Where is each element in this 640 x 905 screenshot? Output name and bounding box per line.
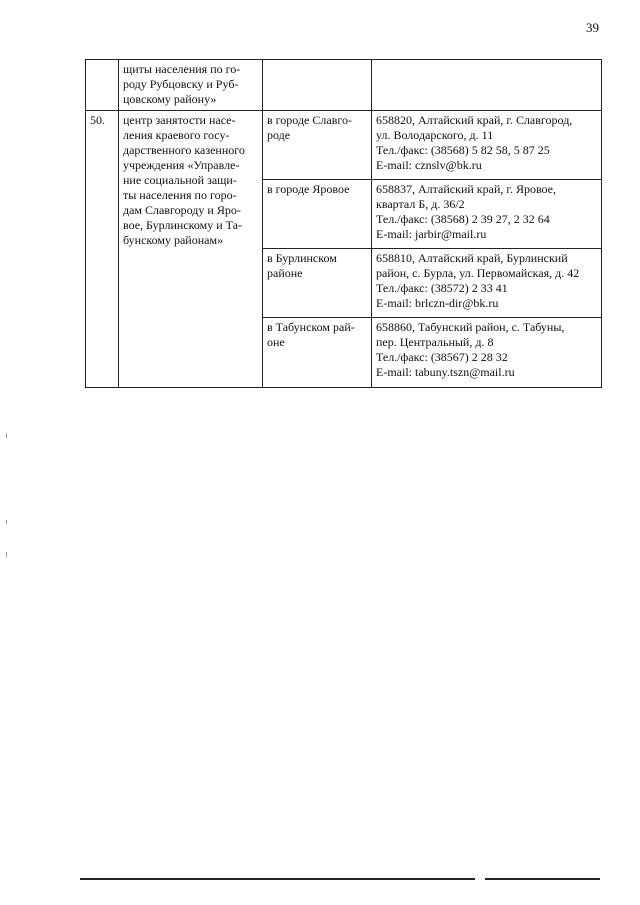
text-line: цовскому району» bbox=[123, 92, 217, 106]
text-line: роде bbox=[267, 128, 291, 142]
text-line: вое, Бурлинскому и Та- bbox=[123, 218, 243, 232]
text-line: в Бурлинском bbox=[267, 251, 337, 265]
text-line: район, с. Бурла, ул. Первомайская, д. 42 bbox=[376, 266, 580, 280]
text-line: оне bbox=[267, 335, 285, 349]
text-line: в Табунском рай- bbox=[267, 320, 355, 334]
text-line: центр занятости насе- bbox=[123, 113, 236, 127]
table-row-continuation bbox=[86, 60, 602, 111]
text-line: дарственного казенного bbox=[123, 143, 245, 157]
cell-location bbox=[263, 249, 372, 318]
text-line: районе bbox=[267, 266, 303, 280]
cell-address bbox=[372, 180, 602, 249]
cell-location-empty bbox=[263, 60, 372, 111]
cell-address-empty bbox=[372, 60, 602, 111]
cell-location bbox=[263, 180, 372, 249]
text-line: E-mail: jarbir@mail.ru bbox=[376, 227, 487, 241]
footer-rule bbox=[80, 878, 475, 880]
scan-mark bbox=[6, 520, 7, 524]
text-line: Тел./факс: (38568) 5 82 58, 5 87 25 bbox=[376, 143, 550, 157]
text-line: роду Рубцовску и Руб- bbox=[123, 77, 239, 91]
scan-mark bbox=[6, 433, 7, 438]
text-line: дам Славгороду и Яро- bbox=[123, 203, 241, 217]
cell-address bbox=[372, 249, 602, 318]
page-number: 39 bbox=[586, 20, 599, 35]
text-line: Тел./факс: (38572) 2 33 41 bbox=[376, 281, 508, 295]
cell-number-empty bbox=[86, 60, 119, 111]
text-line: ты населения по горо- bbox=[123, 188, 237, 202]
text-line: ние социальной защи- bbox=[123, 173, 237, 187]
cell-address bbox=[372, 318, 602, 388]
text-line: 658837, Алтайский край, г. Яровое, bbox=[376, 182, 556, 196]
text-line: пер. Центральный, д. 8 bbox=[376, 335, 494, 349]
text-line: бунскому районам» bbox=[123, 233, 224, 247]
text-line: ления краевого госу- bbox=[123, 128, 230, 142]
text-line: 658820, Алтайский край, г. Славгород, bbox=[376, 113, 573, 127]
text-line: E-mail: tabuny.tszn@mail.ru bbox=[376, 365, 515, 379]
text-line: ул. Володарского, д. 11 bbox=[376, 128, 494, 142]
text-line: щиты населения по го- bbox=[123, 62, 241, 76]
cell-organization bbox=[119, 111, 263, 388]
text-line: в городе Славго- bbox=[267, 113, 352, 127]
cell-organization bbox=[119, 60, 263, 111]
text-line: 658810, Алтайский край, Бурлинский bbox=[376, 251, 568, 265]
text-line: E-mail: cznslv@bk.ru bbox=[376, 158, 482, 172]
text-line: в городе Яровое bbox=[267, 182, 350, 196]
scan-mark bbox=[6, 552, 7, 557]
cell-row-number: 50. bbox=[86, 111, 119, 388]
text-line: учреждения «Управле- bbox=[123, 158, 240, 172]
text-line: E-mail: brlczn-dir@bk.ru bbox=[376, 296, 499, 310]
text-line: квартал Б, д. 36/2 bbox=[376, 197, 465, 211]
cell-address bbox=[372, 111, 602, 180]
text-line: 658860, Табунский район, с. Табуны, bbox=[376, 320, 565, 334]
text-line: Тел./факс: (38568) 2 39 27, 2 32 64 bbox=[376, 212, 550, 226]
cell-location bbox=[263, 111, 372, 180]
footer-rule bbox=[485, 878, 600, 880]
text-line: Тел./факс: (38567) 2 28 32 bbox=[376, 350, 508, 364]
table-row bbox=[86, 111, 602, 180]
cell-location bbox=[263, 318, 372, 388]
agencies-table bbox=[85, 59, 602, 388]
